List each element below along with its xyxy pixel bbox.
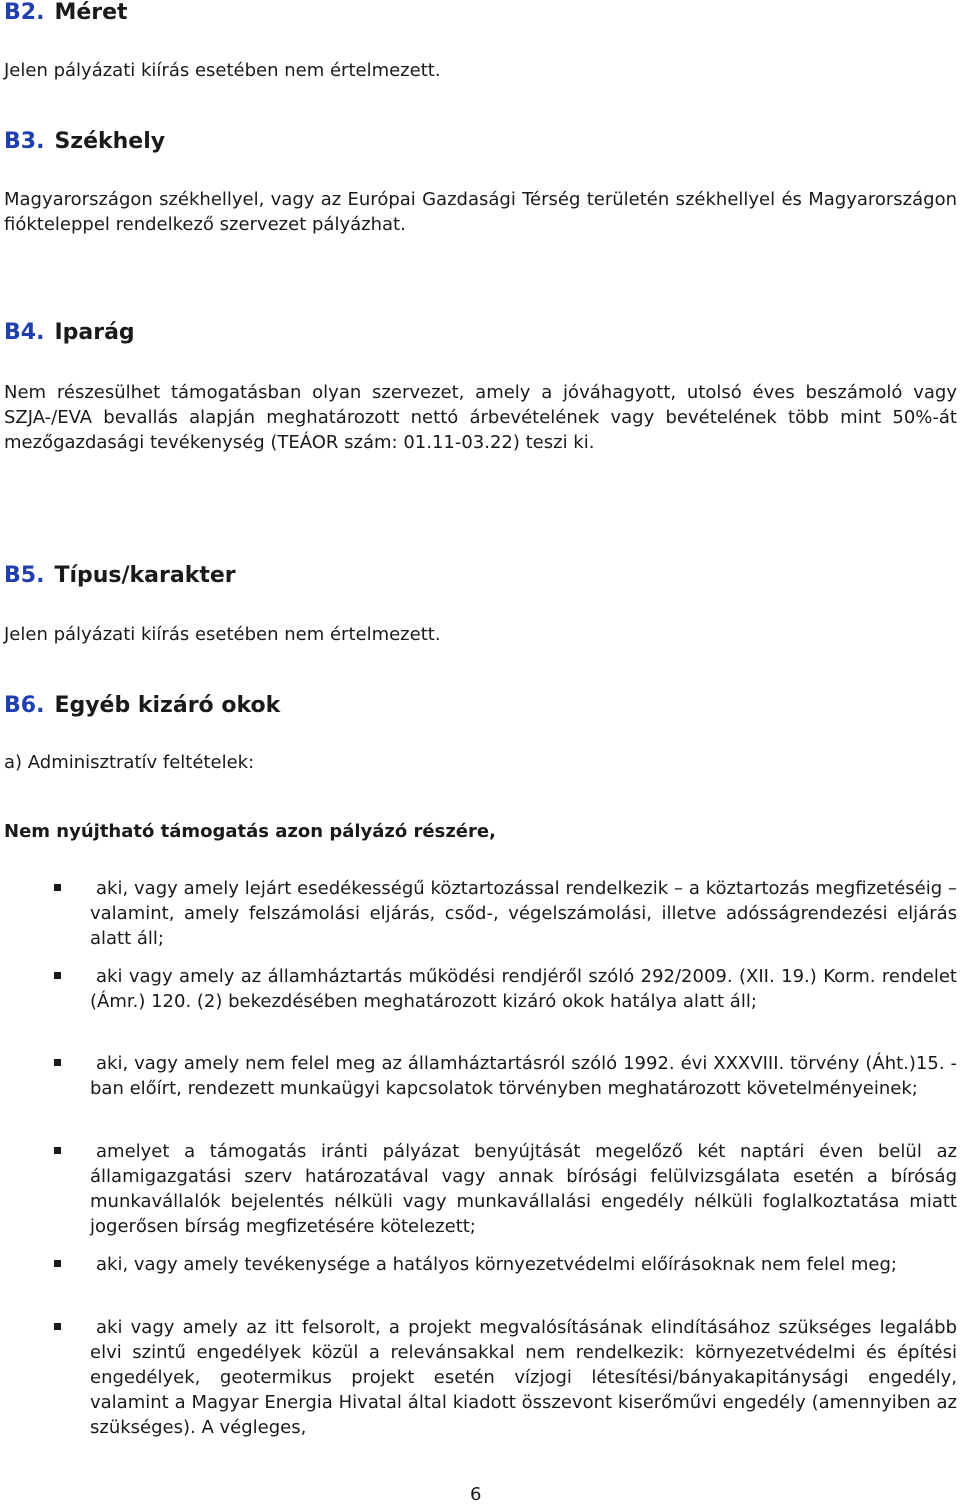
section-title: Típus/karakter [54, 563, 236, 588]
section-title: Méret [54, 0, 128, 25]
section-text-b3: Magyarországon székhellyel, vagy az Európai Gazdasági Térség területén székhellyel és Magyarországon fiókteleppel rendelkező szervezet pályázhat. [4, 189, 957, 235]
list-item [4, 1139, 957, 1239]
section-heading-b3 [4, 129, 165, 155]
square-bullet-icon [54, 1059, 61, 1066]
section-text-b6: a) Adminisztratív feltételek: [4, 752, 255, 773]
section-heading-b2 [4, 0, 128, 26]
section-title: Iparág [54, 320, 135, 345]
section-heading-b4 [4, 320, 135, 346]
section-title: Székhely [54, 129, 166, 154]
square-bullet-icon [54, 884, 61, 891]
square-bullet-icon [54, 972, 61, 979]
section-number: B3. [4, 129, 45, 154]
list-item [4, 876, 957, 951]
square-bullet-icon [54, 1260, 61, 1267]
list-item-text: aki vagy amely az államháztartás működési rendjéről szóló 292/2009. (XII. 19.) Korm. rendelet (Ámr.) 120. (2) bekezdésében meghatározott kizáró okok hatálya alatt áll; [90, 966, 957, 1012]
section-title: Egyéb kizáró okok [54, 693, 281, 718]
section-heading-b6 [4, 693, 280, 719]
list-item-text: aki vagy amely az itt felsorolt, a projekt megvalósításának elindításához szükséges legalább elvi szintű engedélyek közül a relevánsakkal nem rendelkezik: környezetvédelmi és építési engedélyek, geotermikus projekt esetén vízjogi létesítési/bányakapitánysági engedély, valamint a Magyar Energia Hivatal által kiadott összevont kiserőművi engedély (amennyiben az szükséges). A végleges, [90, 1317, 957, 1438]
list-item [4, 1315, 957, 1440]
section-text-b5: Jelen pályázati kiírás esetében nem értelmezett. [4, 624, 441, 645]
list-item-text: aki, vagy amely lejárt esedékességű köztartozással rendelkezik – a köztartozás megfizetéséig – valamint, amely felszámolási eljárás, csőd-, végelszámolási, illetve adósságrendezési eljárás alatt áll; [90, 878, 957, 949]
list-item [4, 1051, 957, 1101]
section-heading-b5 [4, 563, 236, 589]
list-item [4, 964, 957, 1014]
list-item [4, 1252, 957, 1277]
square-bullet-icon [54, 1323, 61, 1330]
square-bullet-icon [54, 1147, 61, 1154]
section-text-b2: Jelen pályázati kiírás esetében nem értelmezett. [4, 60, 441, 81]
page-number: 6 [470, 1484, 482, 1505]
bold-intro: Nem nyújtható támogatás azon pályázó részére, [4, 821, 496, 842]
list-item-text: amelyet a támogatás iránti pályázat benyújtását megelőző két naptári éven belül az államigazgatási szerv határozatával vagy annak bírósági felülvizsgálata esetén a bíróság munkavállalók bejelentés nélküli vagy munkavállalási engedély nélküli foglalkoztatása miatt jogerősen bírság megfizetésére kötelezett; [90, 1141, 957, 1237]
section-number: B2. [4, 0, 45, 25]
section-number: B4. [4, 320, 45, 345]
list-item-text: aki, vagy amely nem felel meg az államháztartásról szóló 1992. évi XXXVIII. törvény (Áht.)15. -ban előírt, rendezett munkaügyi kapcsolatok törvényben meghatározott követelményeinek; [90, 1053, 957, 1099]
list-item-text: aki, vagy amely tevékenysége a hatályos környezetvédelmi előírásoknak nem felel meg; [96, 1254, 897, 1275]
section-number: B5. [4, 563, 45, 588]
section-text-b4: Nem részesülhet támogatásban olyan szervezet, amely a jóváhagyott, utolsó éves beszámoló vagy SZJA-/EVA bevallás alapján meghatározott nettó árbevételének vagy bevételének több mint 50%-át mezőgazdasági tevékenység (TEÁOR szám: 01.11-03.22) teszi ki. [4, 382, 957, 453]
section-number: B6. [4, 693, 45, 718]
